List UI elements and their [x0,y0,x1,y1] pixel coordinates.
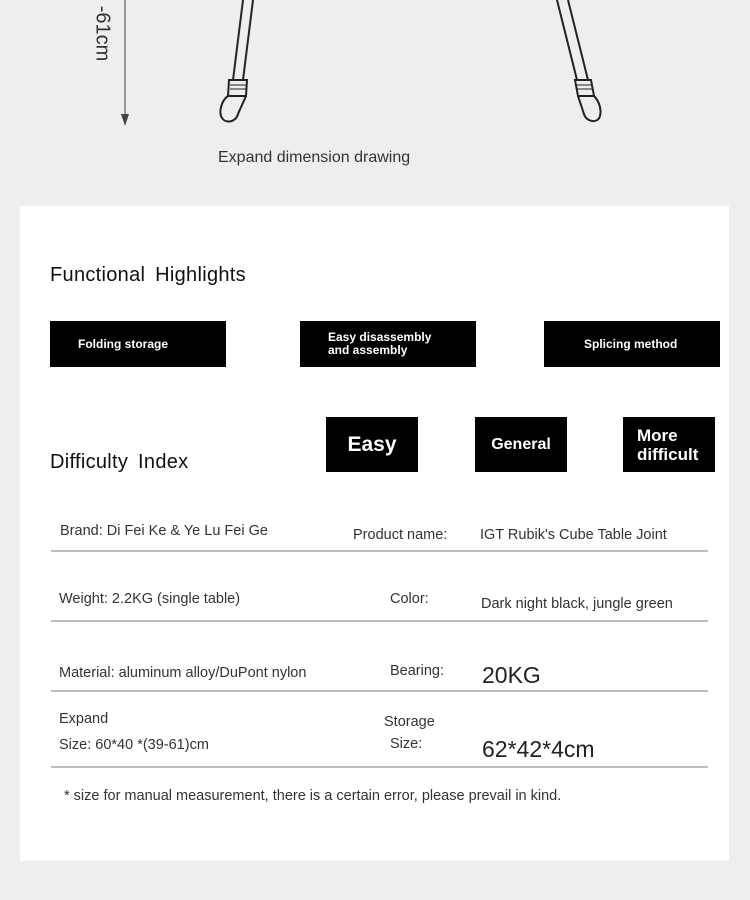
dimension-drawing-area [0,0,750,200]
spec-weight: Weight: 2.2KG (single table) [59,591,241,607]
spec-product-name-label: Product name: [353,527,448,543]
difficulty-more-difficult [623,417,715,472]
left-leg [220,0,253,121]
spec-expand-size: Size: 60*40 *(39-61)cm [59,737,209,753]
measurement-note: * size for manual measurement, there is a certain error, please prevail in kind. [64,788,562,804]
difficulty-easy-label: Easy [347,432,397,456]
spec-product-name-value: IGT Rubik's Cube Table Joint [480,527,667,543]
functional-highlights-title: Functional Highlights [50,264,246,286]
spec-brand: Brand: Di Fei Ke & Ye Lu Fei Ge [60,523,268,539]
drawing-caption: Expand dimension drawing [218,149,411,166]
spec-bearing-value: 20KG [482,662,541,688]
spec-expand-label: Expand [59,711,109,727]
dimension-arrow-head [121,114,129,126]
difficulty-more-difficult-label: More difficult [637,425,699,464]
spec-divider [51,550,708,552]
dimension-label-text: -61cm [91,5,114,62]
spec-storage-size-label: Size: [390,736,423,752]
chip-easy-assembly [300,321,476,367]
spec-color-value: Dark night black, jungle green [481,596,673,612]
spec-divider [51,620,708,622]
spec-divider [51,690,708,692]
dimension-label [88,0,118,70]
spec-storage-value: 62*42*4cm [482,736,595,762]
chip-folding-storage [50,321,226,367]
spec-color-label: Color: [390,591,429,607]
difficulty-general [475,417,567,472]
chip-splicing-method-label: Splicing method [584,336,678,351]
right-leg [557,0,601,121]
chip-folding-storage-label: Folding storage [78,336,168,351]
spec-card [20,206,729,861]
spec-material: Material: aluminum alloy/DuPont nylon [59,665,307,681]
difficulty-general-label: General [491,435,551,453]
difficulty-index-title: Difficulty Index [50,451,189,473]
spec-divider [51,766,708,768]
difficulty-easy [326,417,418,472]
chip-splicing-method [544,321,720,367]
spec-bearing-label: Bearing: [390,663,445,679]
chip-easy-assembly-label: Easy disassembly and assembly [328,330,432,357]
spec-storage-label: Storage [384,714,435,730]
